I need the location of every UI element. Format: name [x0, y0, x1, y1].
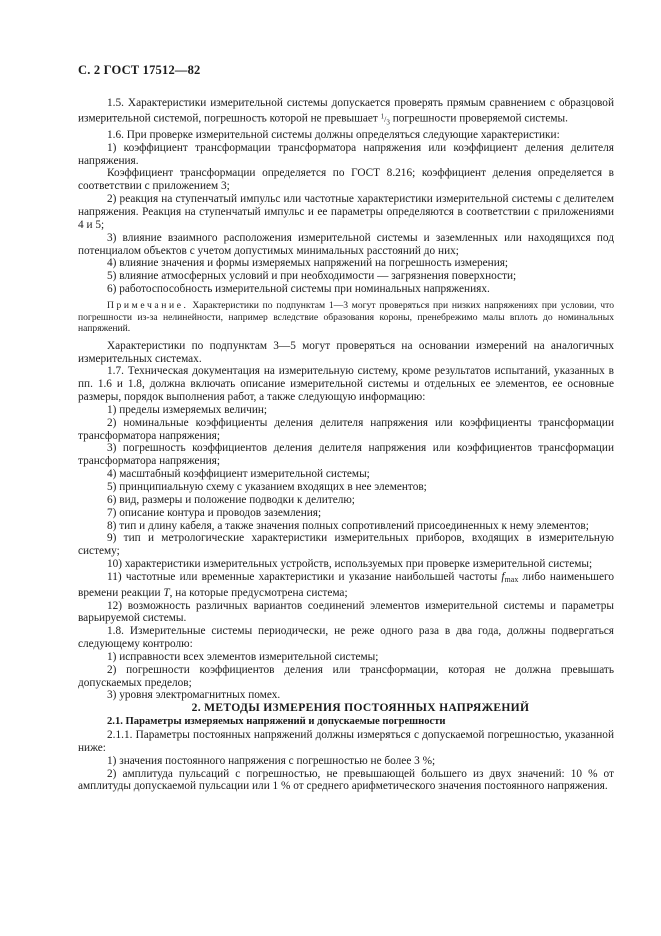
section-2-title: 2. МЕТОДЫ ИЗМЕРЕНИЯ ПОСТОЯННЫХ НАПРЯЖЕНИЙ: [191, 701, 530, 715]
clause-2-1-1-item-1: 1) значения постоянного напряжения с погрешностью не более 3 %;: [107, 754, 436, 767]
clause-1-6-item-4: 4) влияние значения и формы измеряемых напряжений на погрешность измерения;: [107, 257, 509, 270]
symbol-max: max: [504, 574, 519, 584]
clause-1-7-item-10: 10) характеристики измерительных устройств, используемых при проверке измерительной системы;: [107, 558, 593, 571]
clause-1-7-item-4: 4) масштабный коэффициент измерительной системы;: [107, 468, 370, 481]
symbol-f: f: [501, 570, 505, 583]
document-body: [78, 97, 614, 793]
clause-1-7-item-8: 8) тип и длину кабеля, а также значения полных сопротивлений присоединенных к нему элементов;: [107, 519, 589, 532]
clause-2-1-1: 2.1.1. Параметры постоянных напряжений должны измеряться с допускаемой погрешностью, указанной ниже:: [78, 729, 614, 754]
clause-1-8-item-3: 3) уровня электромагнитных помех.: [107, 689, 281, 702]
clause-1-6-item-6: 6) работоспособность измерительной системы при номинальных напряжениях.: [107, 283, 490, 296]
clause-1-6-item-2: 2) реакция на ступенчатый импульс или частотные характеристики измерительной системы с делителем напряжения. Реакция на ступенчатый импульс и ее параметры определяются в соответствии с приложениями 4 и 5;: [78, 193, 614, 231]
fraction-numerator: 1: [380, 111, 385, 120]
clause-1-7-item-3: 3) погрешность коэффициентов деления делителя напряжения или коэффициентов трансформации трансформатора напряжения;: [78, 442, 614, 468]
clause-1-7-item-7: 7) описание контура и проводов заземления;: [107, 506, 322, 519]
clause-1-7-item-11: [78, 571, 614, 600]
clause-1-7-item-12: 12) возможность различных вариантов соединений элементов измерительной системы и параметры варьируемой системы.: [78, 599, 614, 625]
clause-1-6-item-1b: Коэффициент трансформации определяется по ГОСТ 8.216; коэффициент деления определяется в соответствии с приложением 3;: [78, 167, 614, 193]
clause-2-1-1-item-2: 2) амплитуда пульсаций с погрешностью, не превышающей большего из двух значений: 10 % от амплитуды допускаемой пульсации или 1 % от среднего арифметического значения постоянного напряжения.: [78, 767, 614, 793]
clause-1-8-item-2: 2) погрешности коэффициентов деления или трансформации, которая не должна превышать допускаемых пределов;: [78, 663, 614, 689]
clause-1-6-item-3: 3) влияние взаимного расположения измерительной системы и заземленных или находящихся под потенциалом объектов с учетом допустимых минимальных расстояний до них;: [78, 231, 614, 257]
clause-1-6: 1.6. При проверке измерительной системы должны определяться следующие характеристики:: [107, 128, 560, 141]
note: [78, 300, 614, 335]
item-11-text-b: либо наименьшего времени реакции: [78, 570, 615, 599]
clause-1-7-item-1: 1) пределы измеряемых величин;: [107, 403, 268, 416]
item-11-text-c: , на которые предусмотрена система;: [169, 586, 348, 599]
clause-1-7-item-6: 6) вид, размеры и положение подводки к делителю;: [107, 493, 355, 506]
subsection-2-1: [78, 715, 614, 729]
clause-1-6-item-1: 1) коэффициент трансформации трансформатора напряжения или коэффициент деления делителя напряжения.: [78, 141, 614, 167]
fraction-denominator: 3: [386, 118, 390, 127]
note-text: Характеристики по подпунктам 1—3 могут проверяться при низких напряжениях при условии, что погрешности из-за нелинейности, например вследствие образования короны, пренебрежимо малы вплоть до номинальных напряжений.: [78, 299, 614, 335]
clause-1-5-tail: погрешности проверяемой системы.: [392, 112, 568, 125]
clause-1-5-text: 1.5. Характеристики измерительной системы допускается проверять прямым сравнением с образцовой измерительной системой, погрешность которой не превышает: [78, 97, 614, 125]
item-11-text-a: 11) частотные или временные характеристики и указание наибольшей частоты: [107, 570, 498, 583]
characteristics-3-5: Характеристики по подпунктам 3—5 могут проверяться на основании измерений на аналогичных измерительных системах.: [78, 339, 614, 365]
clause-1-7-item-2: 2) номинальные коэффициенты деления делителя напряжения или коэффициенты трансформации трансформатора напряжения;: [78, 416, 614, 442]
clause-1-8-item-1: 1) исправности всех элементов измерительной системы;: [107, 650, 379, 663]
clause-1-6-item-5: 5) влияние атмосферных условий и при необходимости — загрязнения поверхности;: [107, 270, 517, 283]
note-label: Примечание.: [107, 299, 189, 311]
symbol-t: T: [163, 586, 170, 599]
clause-1-7: 1.7. Техническая документация на измерительную систему, кроме результатов испытаний, указанных в пп. 1.6 и 1.8, должна включать описание измерительной системы и отдельных ее элементов, ее основные размеры, порядок выполнения работ, а также следующую информацию:: [78, 365, 614, 404]
clause-1-7-item-9: 9) тип и метрологические характеристики измерительных приборов, входящих в измерительную систему;: [78, 532, 614, 558]
clause-1-5: [78, 97, 614, 129]
fraction-one-third: $^1/_3$: [380, 111, 390, 127]
clause-1-7-item-5: 5) принципиальную схему с указанием входящих в нее элементов;: [107, 480, 427, 493]
subsection-2-1-title: 2.1. Параметры измеряемых напряжений и допускаемые погрешности: [107, 716, 446, 728]
page-header: С. 2 ГОСТ 17512—82: [78, 63, 201, 77]
clause-1-8: 1.8. Измерительные системы периодически, не реже одного раза в два года, должны подвергаться следующему контролю:: [78, 625, 614, 651]
